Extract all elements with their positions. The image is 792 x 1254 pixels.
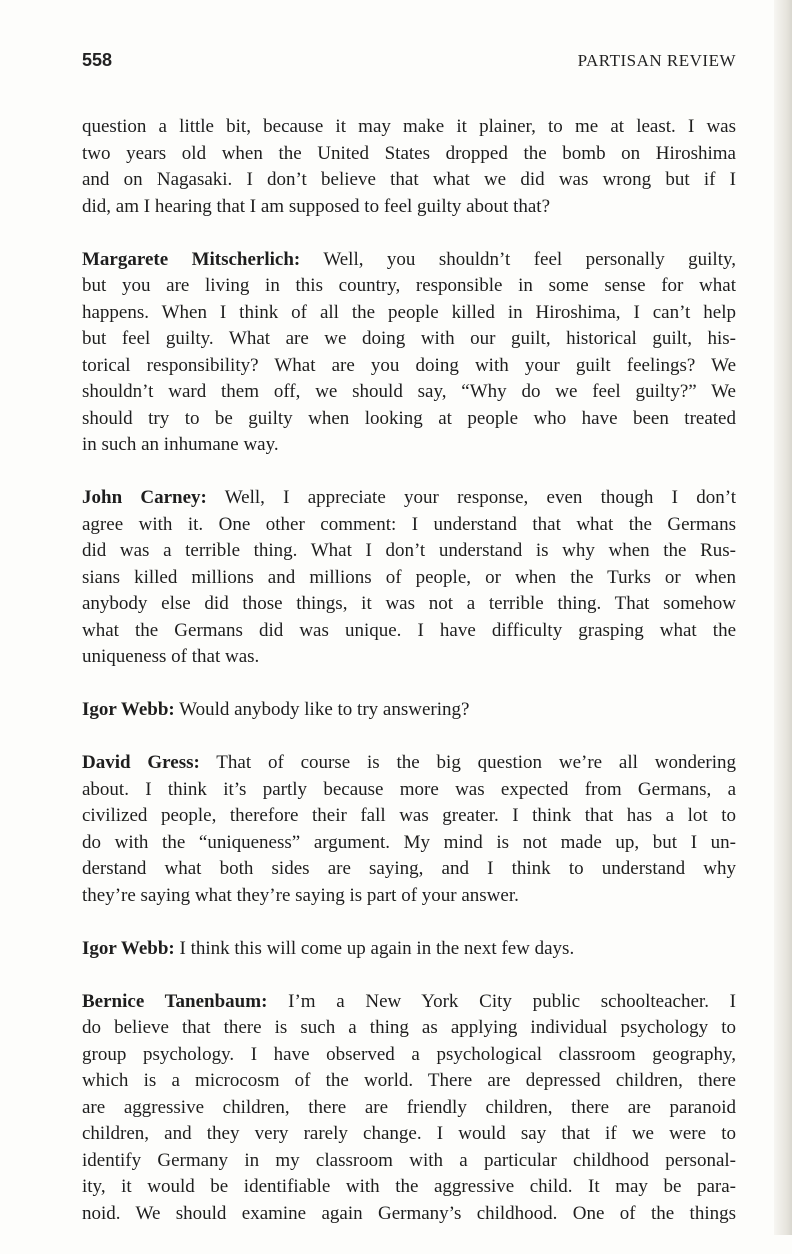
line-text: children, and they very rarely change. I would say that if we were to bbox=[82, 1123, 736, 1144]
line-text: shouldn’t ward them off, we should say, “Why do we feel guilty?” We bbox=[82, 381, 736, 402]
line-text: did was a terrible thing. What I don’t understand is why when the Rus- bbox=[82, 540, 736, 561]
page-number: 558 bbox=[82, 50, 113, 70]
speaker-name: Igor Webb: bbox=[82, 699, 175, 720]
line-text: about. I think it’s partly because more was expected from Germans, a bbox=[82, 778, 736, 800]
line-text: Would anybody like to try answering? bbox=[174, 699, 470, 720]
text-line bbox=[82, 1201, 736, 1228]
running-head: PARTISAN REVIEW bbox=[577, 51, 736, 70]
line-text: and on Nagasaki. I don’t believe that what we did was wrong but if I bbox=[82, 169, 736, 190]
line-text: anybody else did those things, it was not a terrible thing. That somehow bbox=[82, 593, 736, 614]
text-line bbox=[82, 379, 736, 406]
text-line bbox=[82, 485, 736, 512]
line-text: identify Germany in my classroom with a particular childhood personal- bbox=[82, 1149, 736, 1171]
text-line bbox=[82, 538, 736, 565]
page-body bbox=[82, 114, 736, 1254]
page-header bbox=[82, 50, 736, 76]
speaker-name: Bernice Tanenbaum: bbox=[82, 990, 268, 1012]
text-line bbox=[82, 512, 736, 539]
text-line bbox=[82, 194, 736, 221]
line-text: derstand what both sides are saying, and I think to understand why bbox=[82, 858, 736, 879]
line-text: I’m a New York City public schoolteacher. I bbox=[267, 990, 736, 1012]
line-text: noid. We should examine again Germany’s childhood. One of the things bbox=[82, 1202, 736, 1224]
text-line bbox=[82, 1095, 736, 1122]
line-text: question a little bit, because it may make it plainer, to me at least. I was bbox=[82, 116, 736, 137]
line-text: sians killed millions and millions of people, or when the Turks or when bbox=[82, 566, 736, 588]
speaker-paragraph bbox=[82, 697, 736, 724]
text-line bbox=[82, 883, 736, 910]
line-text: but feel guilty. What are we doing with our guilt, historical guilt, his- bbox=[82, 328, 736, 349]
line-text: uniqueness of that was. bbox=[82, 646, 260, 667]
speaker-name: Igor Webb: bbox=[82, 937, 175, 959]
line-text: two years old when the United States dropped the bomb on Hiroshima bbox=[82, 142, 736, 164]
text-line bbox=[82, 273, 736, 300]
text-line bbox=[82, 114, 736, 141]
text-line bbox=[82, 644, 736, 671]
paragraph bbox=[82, 114, 736, 220]
text-line bbox=[82, 406, 736, 433]
text-line bbox=[82, 1042, 736, 1069]
speaker-paragraph bbox=[82, 247, 736, 459]
line-text: but you are living in this country, responsible in some sense for what bbox=[82, 275, 736, 296]
line-text: do believe that there is such a thing as applying individual psychology to bbox=[82, 1017, 736, 1038]
line-text: Well, you shouldn’t feel personally guilty, bbox=[300, 248, 736, 270]
line-text: ity, it would be identifiable with the aggressive child. It may be para- bbox=[82, 1176, 736, 1197]
text-line bbox=[82, 565, 736, 592]
speaker-name: John Carney: bbox=[82, 487, 207, 508]
text-line bbox=[82, 353, 736, 380]
line-text: which is a microcosm of the world. There are depressed children, there bbox=[82, 1070, 736, 1091]
text-line bbox=[82, 777, 736, 804]
text-line bbox=[82, 300, 736, 327]
text-line bbox=[82, 1174, 736, 1201]
text-line bbox=[82, 830, 736, 857]
line-text: are aggressive children, there are friendly children, there are paranoid bbox=[82, 1096, 736, 1118]
text-line bbox=[82, 432, 736, 459]
text-line bbox=[82, 326, 736, 353]
text-line bbox=[82, 247, 736, 274]
text-line bbox=[82, 1148, 736, 1175]
text-line bbox=[82, 141, 736, 168]
line-text: civilized people, therefore their fall was greater. I think that has a lot to bbox=[82, 805, 736, 826]
page-edge-shadow bbox=[774, 0, 792, 1235]
line-text: do with the “uniqueness” argument. My mind is not made up, but I un- bbox=[82, 831, 736, 853]
speaker-paragraph bbox=[82, 989, 736, 1228]
text-line bbox=[82, 989, 736, 1016]
text-line bbox=[82, 591, 736, 618]
line-text: should try to be guilty when looking at people who have been treated bbox=[82, 407, 736, 429]
text-line bbox=[82, 750, 736, 777]
line-text: in such an inhumane way. bbox=[82, 434, 279, 455]
line-text: agree with it. One other comment: I understand that what the Germans bbox=[82, 513, 736, 535]
line-text: Well, I appreciate your response, even though I don’t bbox=[206, 487, 736, 508]
speaker-paragraph bbox=[82, 936, 736, 963]
speaker-name: Margarete Mitscherlich: bbox=[82, 248, 301, 270]
line-text: what the Germans did was unique. I have difficulty grasping what the bbox=[82, 619, 736, 641]
speaker-paragraph bbox=[82, 750, 736, 909]
speaker-name: David Gress: bbox=[82, 752, 200, 773]
line-text: I think this will come up again in the next few days. bbox=[174, 937, 575, 959]
text-line bbox=[82, 697, 736, 724]
line-text: did, am I hearing that I am supposed to feel guilty about that? bbox=[82, 195, 551, 217]
text-line bbox=[82, 1068, 736, 1095]
line-text: group psychology. I have observed a psychological classroom geography, bbox=[82, 1043, 736, 1065]
text-line bbox=[82, 1121, 736, 1148]
text-line bbox=[82, 803, 736, 830]
text-line bbox=[82, 167, 736, 194]
speaker-paragraph bbox=[82, 485, 736, 671]
text-line bbox=[82, 936, 736, 963]
line-text: happens. When I think of all the people killed in Hiroshima, I can’t help bbox=[82, 301, 736, 323]
line-text: That of course is the big question we’re all wondering bbox=[199, 752, 736, 773]
line-text: torical responsibility? What are you doing with your guilt feelings? We bbox=[82, 354, 736, 376]
line-text: they’re saying what they’re saying is part of your answer. bbox=[82, 884, 519, 906]
text-line bbox=[82, 618, 736, 645]
text-line bbox=[82, 1015, 736, 1042]
text-line bbox=[82, 856, 736, 883]
